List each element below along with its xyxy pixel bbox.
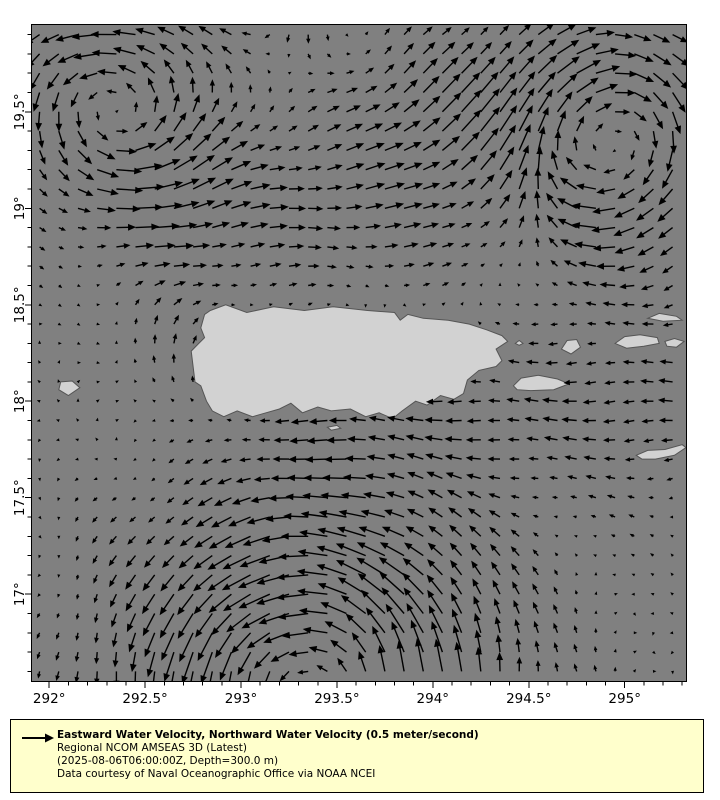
legend-time-depth-line: (2025-08-06T06:00:00Z, Depth=300.0 m) (57, 755, 279, 767)
reference-arrow-icon (21, 732, 57, 748)
y-axis-tick-labels (12, 93, 28, 606)
x-tick-label: 294.5° (506, 691, 552, 707)
legend-courtesy-line: Data courtesy of Naval Oceanographic Office via NOAA NCEI (57, 768, 376, 780)
x-tick-label: 292° (32, 691, 66, 707)
x-tick-label: 293° (224, 691, 258, 707)
x-tick-label: 295° (608, 691, 641, 707)
y-tick-label: 19° (12, 196, 28, 221)
y-tick-label: 17° (12, 582, 28, 607)
x-tick-label: 292.5° (122, 691, 168, 707)
legend-box (10, 719, 704, 793)
legend-model-line: Regional NCOM AMSEAS 3D (Latest) (57, 742, 247, 754)
x-axis-tick-labels (33, 691, 641, 707)
y-tick-label: 18.5° (12, 286, 28, 324)
x-tick-label: 294° (416, 691, 450, 707)
legend-text (57, 729, 479, 781)
x-tick-label: 293.5° (314, 691, 360, 707)
legend-title: Eastward Water Velocity, Northward Water Velocity (0.5 meter/second) (57, 729, 479, 741)
y-tick-label: 19.5° (12, 93, 28, 131)
y-tick-label: 17.5° (12, 479, 28, 517)
y-tick-label: 18° (12, 389, 28, 414)
